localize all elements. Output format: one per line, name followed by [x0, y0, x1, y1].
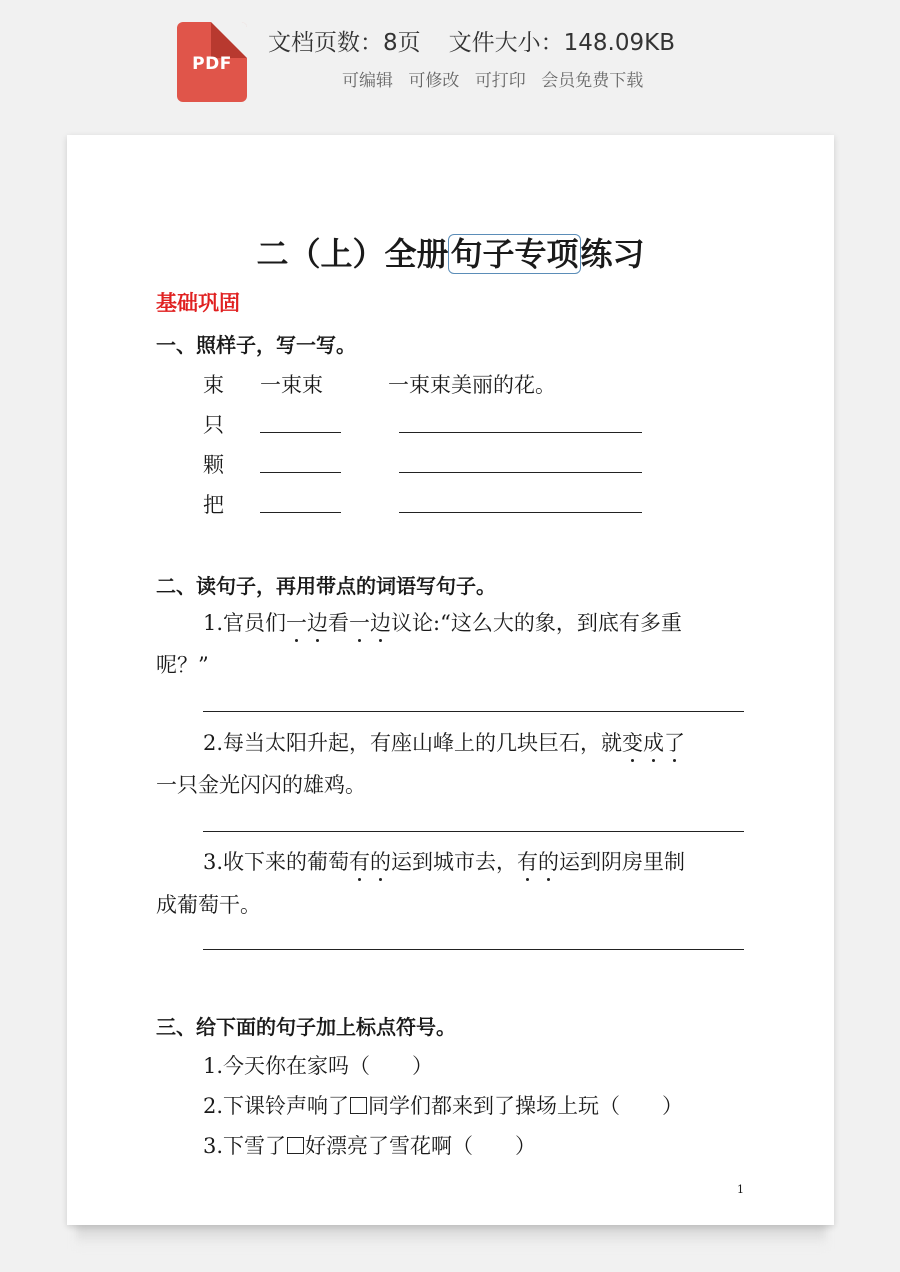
- dotted-word: 有的: [349, 850, 391, 874]
- answer-blank[interactable]: [260, 472, 341, 473]
- q2-item-1-line-1: [203, 607, 682, 637]
- text: 运到阴房里制: [559, 850, 686, 874]
- feature-modifiable: 可修改: [408, 71, 460, 91]
- text: 议论:“这么大的象，到底有多重: [391, 611, 682, 635]
- title-suffix: 练习: [580, 235, 645, 273]
- q3-item-2: [203, 1090, 683, 1120]
- pdf-file-icon: [177, 22, 247, 102]
- dotted-word: 一边: [286, 611, 328, 635]
- example-phrase: 一束束: [260, 373, 323, 397]
- q2-item-1-line-2: 呢？”: [156, 653, 209, 677]
- paper-shadow: [76, 1222, 826, 1246]
- text: 运到城市去，: [391, 850, 518, 874]
- answer-line[interactable]: [203, 831, 744, 832]
- section-heading: 基础巩固: [156, 291, 240, 315]
- example-sentence: 一束束美丽的花。: [388, 373, 556, 397]
- q3-item-3: [203, 1130, 536, 1160]
- q2-item-2-line-1: [203, 727, 685, 757]
- page-count: 文档页数：8页: [268, 30, 421, 56]
- page-fold-corner: [211, 22, 247, 58]
- feature-printable: 可打印: [474, 71, 526, 91]
- punctuation-box[interactable]: [287, 1137, 304, 1154]
- dotted-word: 有的: [517, 850, 559, 874]
- text: 2.每当太阳升起，有座山峰上的几块巨石，就: [203, 731, 623, 755]
- feature-editable: 可编辑: [342, 71, 393, 91]
- question-3-heading: 三、给下面的句子加上标点符号。: [156, 1015, 456, 1039]
- q2-item-3-line-1: [203, 846, 685, 876]
- q2-item-2-line-2: 一只金光闪闪的雄鸡。: [156, 773, 366, 797]
- example-char: 束: [203, 373, 224, 397]
- text: 好漂亮了雪花啊（ ）: [305, 1134, 537, 1158]
- answer-blank[interactable]: [260, 512, 341, 513]
- page-number: 1: [737, 1183, 744, 1196]
- row-char-1: 只: [203, 413, 224, 437]
- answer-blank[interactable]: [260, 432, 341, 433]
- answer-blank[interactable]: [399, 432, 642, 433]
- row-char-2: 颗: [203, 453, 224, 477]
- answer-line[interactable]: [203, 949, 744, 950]
- text: 看: [328, 611, 350, 635]
- page-title: [67, 229, 834, 275]
- feature-free-download: 会员免费下载: [541, 71, 644, 91]
- dotted-word: 变成了: [622, 731, 685, 755]
- row-char-3: 把: [203, 493, 224, 517]
- document-page: [67, 135, 834, 1225]
- q3-item-1: 1.今天你在家吗（ ）: [203, 1054, 434, 1078]
- text: 3.下雪了: [203, 1134, 287, 1158]
- text: 1.官员们: [203, 611, 287, 635]
- title-prefix: 二（上）全册: [256, 235, 449, 273]
- dotted-word: 一边: [349, 611, 391, 635]
- title-highlight: 句子专项: [450, 235, 579, 273]
- answer-blank[interactable]: [399, 472, 642, 473]
- answer-line[interactable]: [203, 711, 744, 712]
- question-1-heading: 一、照样子，写一写。: [156, 333, 356, 357]
- pdf-icon-label: PDF: [192, 54, 232, 74]
- text: 3.收下来的葡萄: [203, 850, 350, 874]
- feature-list: [342, 66, 653, 91]
- answer-blank[interactable]: [399, 512, 642, 513]
- text: 同学们都来到了操场上玩（ ）: [368, 1094, 684, 1118]
- document-meta: [268, 24, 675, 57]
- q2-item-3-line-2: 成葡萄干。: [156, 893, 261, 917]
- text: 2.下课铃声响了: [203, 1094, 350, 1118]
- punctuation-box[interactable]: [350, 1097, 367, 1114]
- question-2-heading: 二、读句子，再用带点的词语写句子。: [156, 574, 496, 598]
- file-size: 文件大小：148.09KB: [448, 30, 675, 56]
